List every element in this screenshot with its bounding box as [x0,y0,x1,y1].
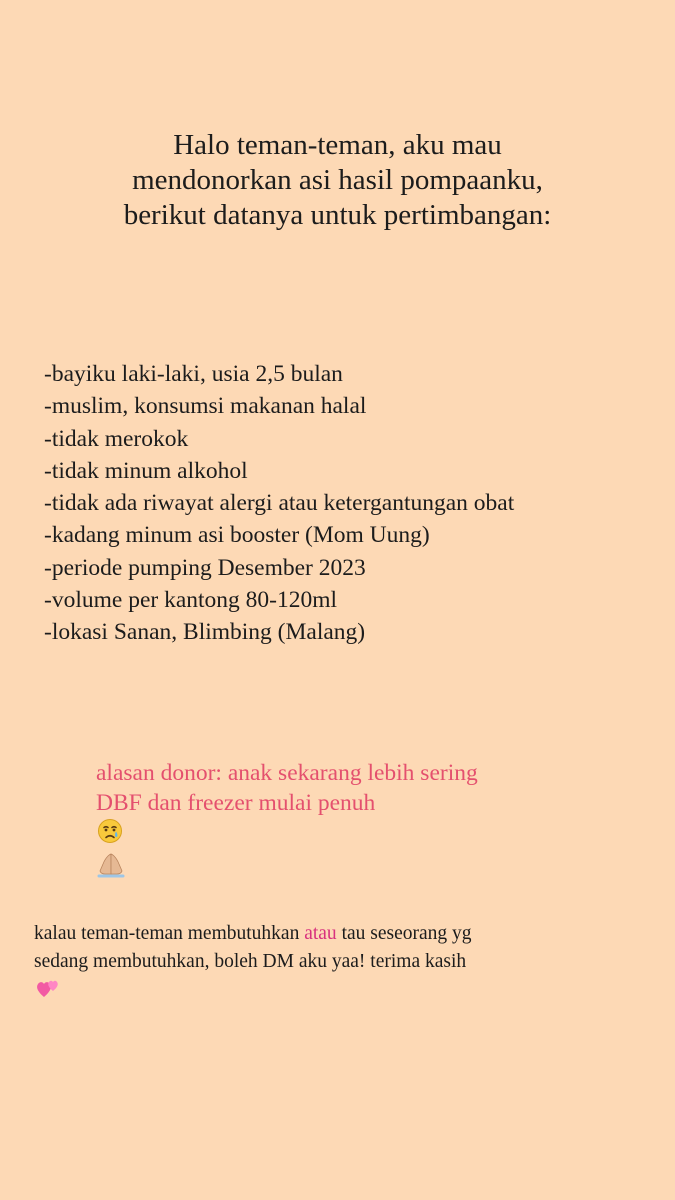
fact-item-location: -lokasi Sanan, Blimbing (Malang) [44,619,366,646]
two-hearts-icon [35,976,472,1009]
fact-item-no-smoking: -tidak merokok [44,425,189,452]
reason-line-2-text: DBF dan freezer mulai penuh [96,790,376,816]
closing-line-1 [34,920,472,948]
fact-item-no-allergy: -tidak ada riwayat alergi atau ketergantungan obat [44,490,515,517]
heading-line-2: mendonorkan asi hasil pompaanku, [132,164,543,196]
fact-item-no-alcohol: -tidak minum alkohol [44,457,248,484]
fact-item-volume: -volume per kantong 80-120ml [44,587,338,614]
reason-line-1: alasan donor: anak sekarang lebih sering [96,760,478,786]
crying-face-icon [97,818,478,852]
heading-line-3: berikut datanya untuk pertimbangan: [123,199,552,231]
closing-message [34,920,472,1009]
fact-item-period: -periode pumping Desember 2023 [44,554,366,581]
closing-highlight-word: atau [304,923,337,944]
fact-item-halal: -muslim, konsumsi makanan halal [44,393,367,420]
heading-line-1: Halo teman-teman, aku mau [173,129,502,161]
donor-facts-list [44,358,514,649]
closing-line-2-text: sedang membutuhkan, boleh DM aku yaa! terima kasih [34,951,467,972]
closing-line-2 [34,948,472,1009]
closing-line-1-end: tau seseorang yg [336,923,472,944]
closing-line-1-start: kalau teman-teman membutuhkan [34,923,305,944]
reason-line-2 [96,788,478,886]
fact-item-baby: -bayiku laki-laki, usia 2,5 bulan [44,361,343,387]
folded-hands-icon [97,852,478,886]
fact-item-booster: -kadang minum asi booster (Mom Uung) [44,522,430,549]
story-heading [40,128,635,233]
donation-reason [96,758,478,886]
